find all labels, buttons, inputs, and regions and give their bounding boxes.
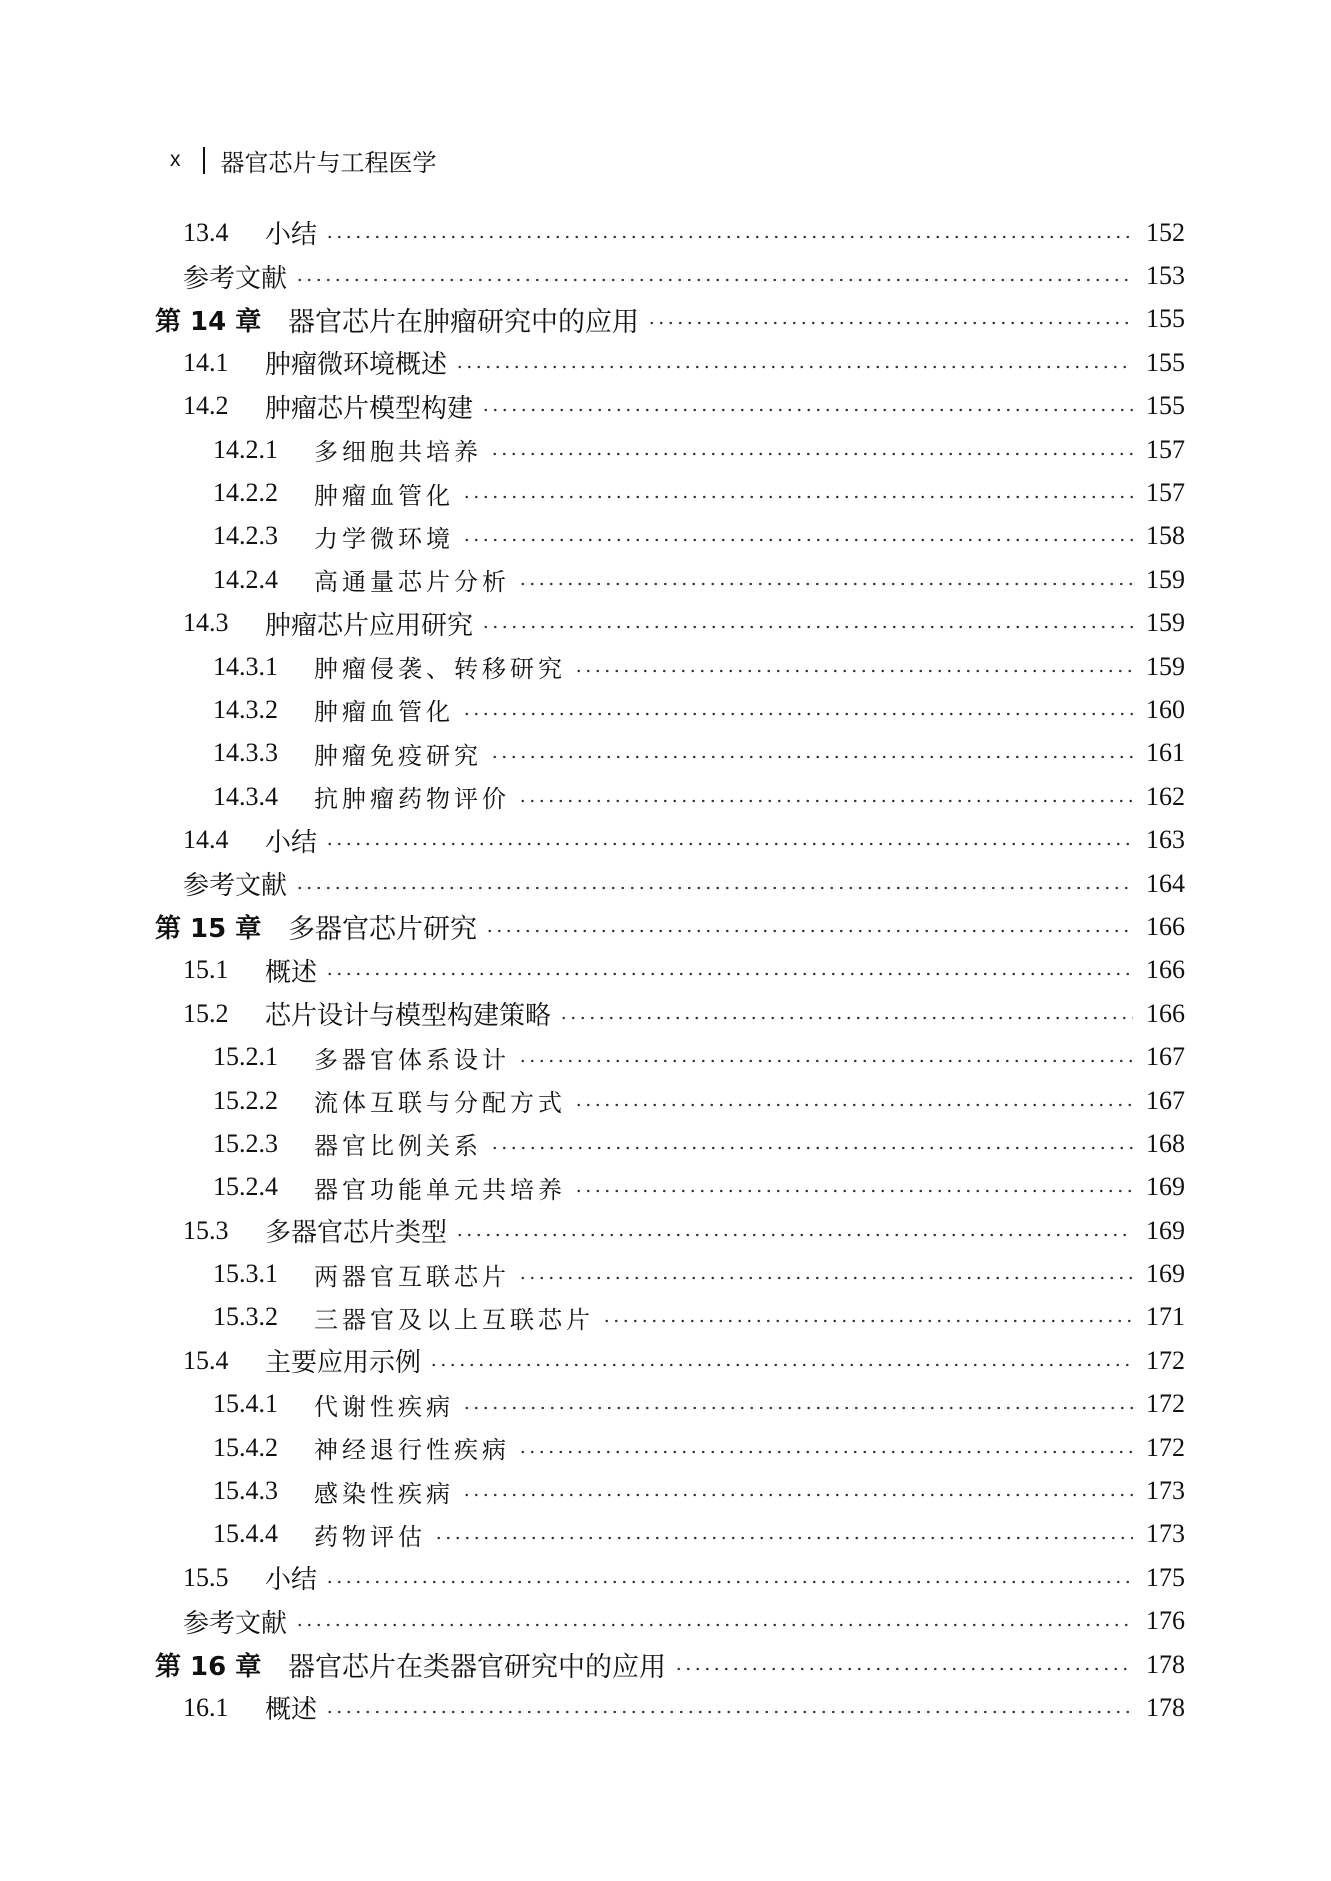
toc-entry-title: 小结	[265, 220, 318, 251]
toc-entry-title: 肿瘤微环境概述	[265, 350, 448, 381]
toc-entry-title: 两器官互联芯片	[314, 1262, 510, 1291]
toc-section-entry[interactable]	[155, 254, 1185, 297]
toc-entry-title: 概述	[265, 957, 318, 988]
toc-entry-number: 14.4	[183, 825, 229, 855]
dot-leader	[325, 972, 1133, 976]
toc-entry-number: 14.1	[183, 347, 229, 377]
dot-leader	[325, 842, 1133, 846]
toc-entry-page: 160	[1146, 694, 1185, 724]
dot-leader	[295, 886, 1133, 890]
dot-leader	[490, 452, 1133, 456]
toc-entry-number: 15.4.2	[213, 1432, 278, 1462]
dot-leader	[574, 669, 1133, 673]
dot-leader	[518, 1276, 1133, 1280]
dot-leader	[602, 1319, 1133, 1323]
toc-entry-page: 153	[1146, 261, 1185, 291]
toc-entry-number: 15.3.1	[213, 1259, 278, 1289]
toc-entry-title: 参考文献	[183, 871, 288, 902]
toc-subsection-entry[interactable]	[155, 558, 1185, 601]
toc-section-entry[interactable]	[155, 385, 1185, 428]
toc-entry-title: 多器官芯片类型	[265, 1218, 448, 1249]
dot-leader	[647, 321, 1133, 325]
toc-entry-number: 15.2.4	[213, 1172, 278, 1202]
toc-entry-title: 多器官芯片研究	[288, 914, 477, 946]
dot-leader	[485, 929, 1133, 933]
toc-entry-page: 178	[1146, 1649, 1185, 1679]
toc-entry-title: 感染性疾病	[314, 1479, 454, 1508]
dot-leader	[325, 235, 1133, 239]
toc-entry-number: 14.3.3	[213, 738, 278, 768]
toc-entry-number: 14.2	[183, 391, 229, 421]
toc-entry-number: 14.2.2	[213, 478, 278, 508]
toc-entry-page: 166	[1146, 998, 1185, 1028]
dot-leader	[455, 365, 1133, 369]
toc-entry-number: 15.1	[183, 955, 229, 985]
toc-subsection-entry[interactable]	[155, 1426, 1185, 1469]
toc-entry-number: 15.2	[183, 998, 229, 1028]
toc-entry-number: 15.3.2	[213, 1302, 278, 1332]
toc-subsection-entry[interactable]	[155, 1166, 1185, 1209]
toc-entry-number: 15.3	[183, 1215, 229, 1245]
toc-entry-title: 小结	[265, 1565, 318, 1596]
toc-entry-title: 多器官体系设计	[314, 1045, 510, 1074]
toc-entry-page: 159	[1146, 564, 1185, 594]
toc-entry-number: 第 14 章	[155, 306, 262, 337]
toc-entry-page: 173	[1146, 1519, 1185, 1549]
toc-entry-title: 器官芯片在类器官研究中的应用	[288, 1652, 666, 1684]
dot-leader	[574, 1189, 1133, 1193]
toc-entry-number: 第 16 章	[155, 1652, 262, 1683]
toc-entry-title: 高通量芯片分析	[314, 568, 510, 597]
toc-entry-page: 172	[1146, 1389, 1185, 1419]
toc-section-entry[interactable]	[155, 1556, 1185, 1599]
toc-subsection-entry[interactable]	[155, 1079, 1185, 1122]
toc-entry-title: 肿瘤血管化	[314, 698, 454, 727]
toc-entry-number: 14.3.2	[213, 694, 278, 724]
toc-subsection-entry[interactable]	[155, 645, 1185, 688]
toc-entry-title: 肿瘤芯片应用研究	[265, 610, 474, 641]
toc-subsection-entry[interactable]	[155, 471, 1185, 514]
toc-section-entry[interactable]	[155, 211, 1185, 254]
toc-entry-number: 第 15 章	[155, 914, 262, 945]
header-book-title: 器官芯片与工程医学	[220, 148, 437, 177]
toc-section-entry[interactable]	[155, 1686, 1185, 1729]
dot-leader	[325, 1710, 1133, 1714]
toc-entry-title: 肿瘤免疫研究	[314, 741, 482, 770]
toc-section-entry[interactable]	[155, 602, 1185, 645]
toc-subsection-entry[interactable]	[155, 515, 1185, 558]
toc-entry-title: 力学微环境	[314, 524, 454, 553]
toc-entry-page: 158	[1146, 521, 1185, 551]
dot-leader	[574, 1103, 1133, 1107]
toc-subsection-entry[interactable]	[155, 688, 1185, 731]
toc-entry-title: 主要应用示例	[265, 1348, 422, 1379]
toc-entry-page: 172	[1146, 1345, 1185, 1375]
toc-entry-number: 15.2.1	[213, 1042, 278, 1072]
toc-entry-number: 16.1	[183, 1692, 229, 1722]
toc-subsection-entry[interactable]	[155, 1122, 1185, 1165]
toc-section-entry[interactable]	[155, 1339, 1185, 1382]
toc-chapter-entry[interactable]	[155, 1643, 1185, 1686]
toc-entry-title: 参考文献	[183, 1608, 288, 1639]
dot-leader	[455, 1233, 1133, 1237]
toc-entry-number: 15.4.4	[213, 1519, 278, 1549]
toc-entry-title: 流体互联与分配方式	[314, 1089, 566, 1117]
header-separator	[203, 147, 205, 174]
toc-entry-page: 178	[1146, 1692, 1185, 1722]
toc-subsection-entry[interactable]	[155, 1296, 1185, 1339]
toc-entry-page: 173	[1146, 1476, 1185, 1506]
dot-leader	[295, 1623, 1133, 1627]
toc-entry-page: 175	[1146, 1562, 1185, 1592]
toc-entry-title: 抗肿瘤药物评价	[314, 785, 510, 814]
toc-entry-number: 13.4	[183, 217, 229, 247]
toc-entry-page: 164	[1146, 868, 1185, 898]
toc-entry-number: 14.3.1	[213, 651, 278, 681]
toc-entry-page: 155	[1146, 304, 1185, 334]
toc-chapter-entry[interactable]	[155, 298, 1185, 341]
toc-entry-title: 芯片设计与模型构建策略	[265, 1001, 552, 1032]
toc-entry-page: 166	[1146, 955, 1185, 985]
toc-subsection-entry[interactable]	[155, 428, 1185, 471]
dot-leader	[434, 1536, 1133, 1540]
header-page-number: x	[170, 148, 181, 171]
toc-subsection-entry[interactable]	[155, 775, 1185, 818]
dot-leader	[462, 495, 1133, 499]
toc-section-entry[interactable]	[155, 949, 1185, 992]
dot-leader	[518, 799, 1133, 803]
toc-section-entry[interactable]	[155, 1600, 1185, 1643]
toc-entry-page: 155	[1146, 391, 1185, 421]
dot-leader	[518, 582, 1133, 586]
toc-entry-title: 器官比例关系	[314, 1132, 482, 1161]
toc-entry-page: 157	[1146, 478, 1185, 508]
toc-chapter-entry[interactable]	[155, 905, 1185, 948]
running-header	[170, 140, 437, 180]
toc-entry-page: 167	[1146, 1042, 1185, 1072]
toc-entry-page: 167	[1146, 1085, 1185, 1115]
dot-leader	[481, 408, 1133, 412]
toc-entry-number: 14.2.4	[213, 564, 278, 594]
toc-entry-number: 15.2.3	[213, 1128, 278, 1158]
toc-entry-number: 14.2.3	[213, 521, 278, 551]
toc-entry-page: 172	[1146, 1432, 1185, 1462]
toc-entry-title: 肿瘤芯片模型构建	[265, 393, 474, 424]
dot-leader	[518, 1450, 1133, 1454]
dot-leader	[674, 1667, 1133, 1671]
toc-entry-page: 168	[1146, 1128, 1185, 1158]
toc-entry-number: 15.4.1	[213, 1389, 278, 1419]
toc-subsection-entry[interactable]	[155, 1469, 1185, 1512]
toc-entry-page: 163	[1146, 825, 1185, 855]
toc-entry-title: 多细胞共培养	[314, 438, 482, 467]
toc-entry-title: 器官芯片在肿瘤研究中的应用	[288, 306, 639, 338]
dot-leader	[462, 1406, 1133, 1410]
toc-entry-title: 肿瘤侵袭、转移研究	[314, 655, 566, 684]
toc-entry-number: 14.2.1	[213, 434, 278, 464]
toc-entry-page: 176	[1146, 1606, 1185, 1636]
table-of-contents	[155, 211, 1185, 1730]
toc-entry-page: 161	[1146, 738, 1185, 768]
toc-entry-title: 三器官及以上互联芯片	[314, 1305, 594, 1334]
dot-leader	[481, 625, 1133, 629]
dot-leader	[295, 278, 1133, 282]
toc-entry-number: 15.2.2	[213, 1085, 278, 1115]
dot-leader	[559, 1016, 1133, 1020]
dot-leader	[462, 538, 1133, 542]
toc-entry-page: 169	[1146, 1172, 1185, 1202]
toc-entry-number: 15.5	[183, 1562, 229, 1592]
dot-leader	[462, 712, 1133, 716]
toc-subsection-entry[interactable]	[155, 1513, 1185, 1556]
toc-entry-page: 155	[1146, 347, 1185, 377]
toc-entry-title: 药物评估	[314, 1522, 426, 1551]
toc-section-entry[interactable]	[155, 341, 1185, 384]
toc-entry-page: 169	[1146, 1259, 1185, 1289]
toc-subsection-entry[interactable]	[155, 1383, 1185, 1426]
dot-leader	[490, 1146, 1133, 1150]
toc-entry-title: 代谢性疾病	[314, 1392, 454, 1421]
toc-entry-page: 159	[1146, 608, 1185, 638]
toc-entry-page: 152	[1146, 217, 1185, 247]
toc-entry-page: 169	[1146, 1215, 1185, 1245]
toc-section-entry[interactable]	[155, 862, 1185, 905]
toc-entry-number: 14.3.4	[213, 781, 278, 811]
toc-entry-title: 参考文献	[183, 263, 288, 294]
toc-entry-page: 159	[1146, 651, 1185, 681]
toc-subsection-entry[interactable]	[155, 1252, 1185, 1295]
toc-entry-page: 157	[1146, 434, 1185, 464]
toc-subsection-entry[interactable]	[155, 1035, 1185, 1078]
toc-entry-number: 14.3	[183, 608, 229, 638]
toc-subsection-entry[interactable]	[155, 732, 1185, 775]
toc-section-entry[interactable]	[155, 992, 1185, 1035]
toc-entry-title: 概述	[265, 1695, 318, 1726]
toc-entry-title: 神经退行性疾病	[314, 1436, 510, 1465]
dot-leader	[490, 755, 1133, 759]
toc-entry-title: 小结	[265, 827, 318, 858]
toc-section-entry[interactable]	[155, 1209, 1185, 1252]
toc-entry-number: 15.4	[183, 1345, 229, 1375]
toc-entry-title: 肿瘤血管化	[314, 481, 454, 510]
dot-leader	[325, 1580, 1133, 1584]
dot-leader	[518, 1059, 1133, 1063]
dot-leader	[429, 1363, 1133, 1367]
toc-entry-page: 166	[1146, 911, 1185, 941]
toc-entry-title: 器官功能单元共培养	[314, 1175, 566, 1204]
toc-section-entry[interactable]	[155, 818, 1185, 861]
toc-entry-page: 162	[1146, 781, 1185, 811]
toc-entry-page: 171	[1146, 1302, 1185, 1332]
toc-entry-number: 15.4.3	[213, 1476, 278, 1506]
dot-leader	[462, 1493, 1133, 1497]
